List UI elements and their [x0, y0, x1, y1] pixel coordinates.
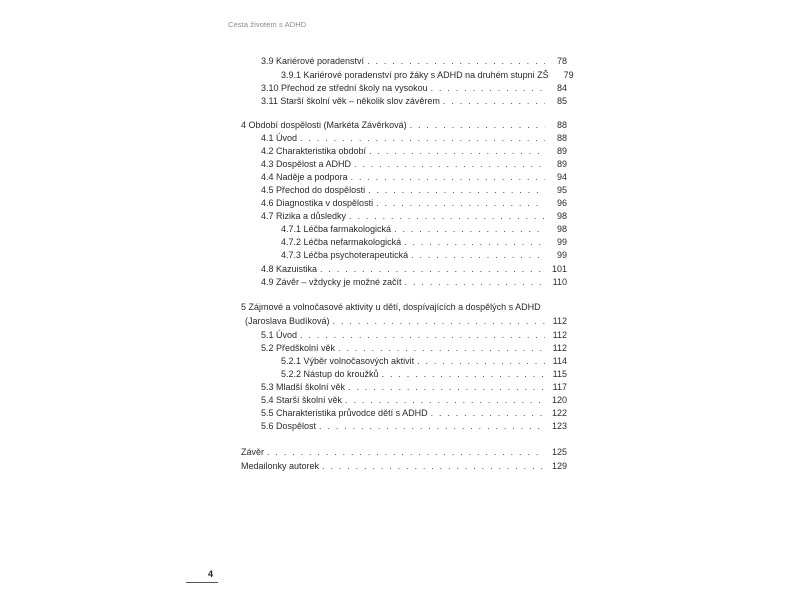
- toc-entry: [261, 393, 567, 407]
- toc-entry-page: 99: [556, 250, 567, 260]
- running-header: Cesta životem s ADHD: [228, 20, 307, 29]
- footer-rule: [186, 582, 218, 583]
- leader-dots: [351, 170, 545, 184]
- toc-entry: [261, 94, 567, 108]
- toc-entry-page: 112: [552, 330, 567, 340]
- leader-dots: [405, 275, 545, 289]
- toc-entry: [241, 459, 567, 473]
- toc-entry-title: 4.1 Úvod: [261, 133, 298, 143]
- toc-entry-title: 4.5 Přechod do dospělosti: [261, 185, 366, 195]
- toc-entry-title: 4.2 Charakteristika období: [261, 146, 367, 156]
- toc-entry-title: 5.4 Starší školní věk: [261, 395, 343, 405]
- leader-dots: [319, 419, 545, 433]
- toc-entry: [241, 118, 567, 132]
- toc-entry: [245, 314, 567, 328]
- toc-entry: [261, 144, 567, 158]
- leader-dots: [369, 144, 545, 158]
- toc-entry-title: 5 Zájmové a volnočasové aktivity u dětí, dospívajících a dospělých s ADHD: [241, 302, 541, 312]
- leader-dots: [367, 54, 545, 68]
- leader-dots: [417, 354, 545, 368]
- toc-entry-title: 3.11 Starší školní věk – několik slov závěrem: [261, 96, 440, 106]
- toc-entry-title: 4.6 Diagnostika v dospělosti: [261, 198, 374, 208]
- page-number: 4: [208, 569, 214, 579]
- toc-entry-page: 98: [556, 211, 567, 221]
- toc-entry-title: 4.4 Naděje a podpora: [261, 172, 348, 182]
- toc-entry-page: 110: [552, 277, 567, 287]
- leader-dots: [300, 328, 545, 342]
- toc-entry-title: 4.7.1 Léčba farmakologická: [281, 224, 392, 234]
- toc-entry-title: 5.1 Úvod: [261, 330, 298, 340]
- toc-entry: [281, 367, 567, 381]
- toc-entry: [261, 406, 567, 420]
- toc-entry-title: 4.8 Kazuistika: [261, 264, 318, 274]
- toc-entry-title: 3.9.1 Kariérové poradenství pro žáky s ADHD na druhém stupni ZŠ: [281, 70, 549, 80]
- toc-entry: [261, 341, 567, 355]
- toc-entry-page: 98: [556, 224, 567, 234]
- leader-dots: [320, 262, 545, 276]
- toc-entry-page: 129: [551, 461, 567, 471]
- leader-dots: [394, 222, 545, 236]
- leader-dots: [382, 367, 545, 381]
- toc-entry-title: 4.3 Dospělost a ADHD: [261, 159, 352, 169]
- leader-dots: [345, 393, 545, 407]
- leader-dots: [431, 81, 545, 95]
- toc-entry: [261, 157, 567, 171]
- toc-entry: [261, 419, 567, 433]
- toc-entry-page: 99: [556, 237, 567, 247]
- leader-dots: [267, 445, 545, 459]
- toc-entry-page: 84: [556, 83, 567, 93]
- toc-entry-page: 122: [551, 408, 567, 418]
- toc-entry: [261, 196, 567, 210]
- toc-entry-title: 5.6 Dospělost: [261, 421, 317, 431]
- toc-entry-title: Medailonky autorek: [241, 461, 320, 471]
- toc-entry: [281, 68, 574, 82]
- toc-entry-page: 125: [551, 447, 567, 457]
- toc-entry: [281, 235, 567, 249]
- toc-entry: [261, 170, 567, 184]
- toc-entry: [261, 380, 567, 394]
- toc-entry-page: 123: [551, 421, 567, 431]
- leader-dots: [411, 248, 545, 262]
- leader-dots: [300, 131, 545, 145]
- toc-entry-title: 4.7 Rizika a důsledky: [261, 211, 347, 221]
- leader-dots: [333, 314, 545, 328]
- toc-entry: [261, 275, 567, 289]
- toc-entry: [261, 209, 567, 223]
- toc-entry: [281, 222, 567, 236]
- toc-entry: [261, 81, 567, 95]
- leader-dots: [322, 459, 545, 473]
- toc-entry: [281, 248, 567, 262]
- toc-entry: [261, 328, 567, 342]
- toc-entry-title: 4.9 Závěr – vždycky je možné začít: [261, 277, 402, 287]
- leader-dots: [349, 209, 545, 223]
- toc-entry: [261, 262, 567, 276]
- toc-entry: [261, 131, 567, 145]
- toc-entry-page: 88: [556, 133, 567, 143]
- toc-entry-page: 117: [552, 382, 567, 392]
- toc-entry: [281, 354, 567, 368]
- toc-entry-page: 120: [551, 395, 567, 405]
- toc-entry-title: 4 Období dospělosti (Markéta Závěrková): [241, 120, 407, 130]
- toc-entry: [261, 183, 567, 197]
- toc-entry-title: 5.2 Předškolní věk: [261, 343, 336, 353]
- toc-entry-page: 78: [556, 56, 567, 66]
- toc-entry-page: 94: [556, 172, 567, 182]
- toc-entry-page: 115: [552, 369, 567, 379]
- leader-dots: [368, 183, 545, 197]
- leader-dots: [431, 406, 545, 420]
- toc-entry-page: 112: [552, 343, 567, 353]
- toc-entry: [261, 54, 567, 68]
- leader-dots: [443, 94, 545, 108]
- toc-entry-title: 4.7.3 Léčba psychoterapeutická: [281, 250, 409, 260]
- toc-entry: [241, 445, 567, 459]
- toc-entry-page: 101: [551, 264, 567, 274]
- leader-dots: [376, 196, 545, 210]
- toc-entry-title: Závěr: [241, 447, 265, 457]
- toc-entry-title: (Jaroslava Budíková): [245, 316, 330, 326]
- leader-dots: [404, 235, 545, 249]
- toc-entry-page: 95: [556, 185, 567, 195]
- leader-dots: [354, 157, 545, 171]
- toc-entry-page: 114: [552, 356, 567, 366]
- toc-entry-page: 89: [556, 146, 567, 156]
- toc-entry-title: 5.5 Charakteristika průvodce dětí s ADHD: [261, 408, 428, 418]
- leader-dots: [410, 118, 545, 132]
- toc-entry-title: 3.9 Kariérové poradenství: [261, 56, 365, 66]
- leader-dots: [348, 380, 545, 394]
- toc-entry-page: 88: [556, 120, 567, 130]
- toc-entry-title: 5.3 Mladší školní věk: [261, 382, 346, 392]
- toc-entry-page: 112: [552, 316, 567, 326]
- toc-entry-page: 85: [556, 96, 567, 106]
- toc-entry-page: 79: [563, 70, 574, 80]
- toc-entry-title: 5.2.2 Nástup do kroužků: [281, 369, 379, 379]
- toc-entry-title: 3.10 Přechod ze střední školy na vysokou: [261, 83, 428, 93]
- toc-entry-title: 5.2.1 Výběr volnočasových aktivit: [281, 356, 415, 366]
- toc-entry-page: 96: [556, 198, 567, 208]
- toc-entry-page: 89: [556, 159, 567, 169]
- leader-dots: [338, 341, 545, 355]
- toc-entry-title: 4.7.2 Léčba nefarmakologická: [281, 237, 402, 247]
